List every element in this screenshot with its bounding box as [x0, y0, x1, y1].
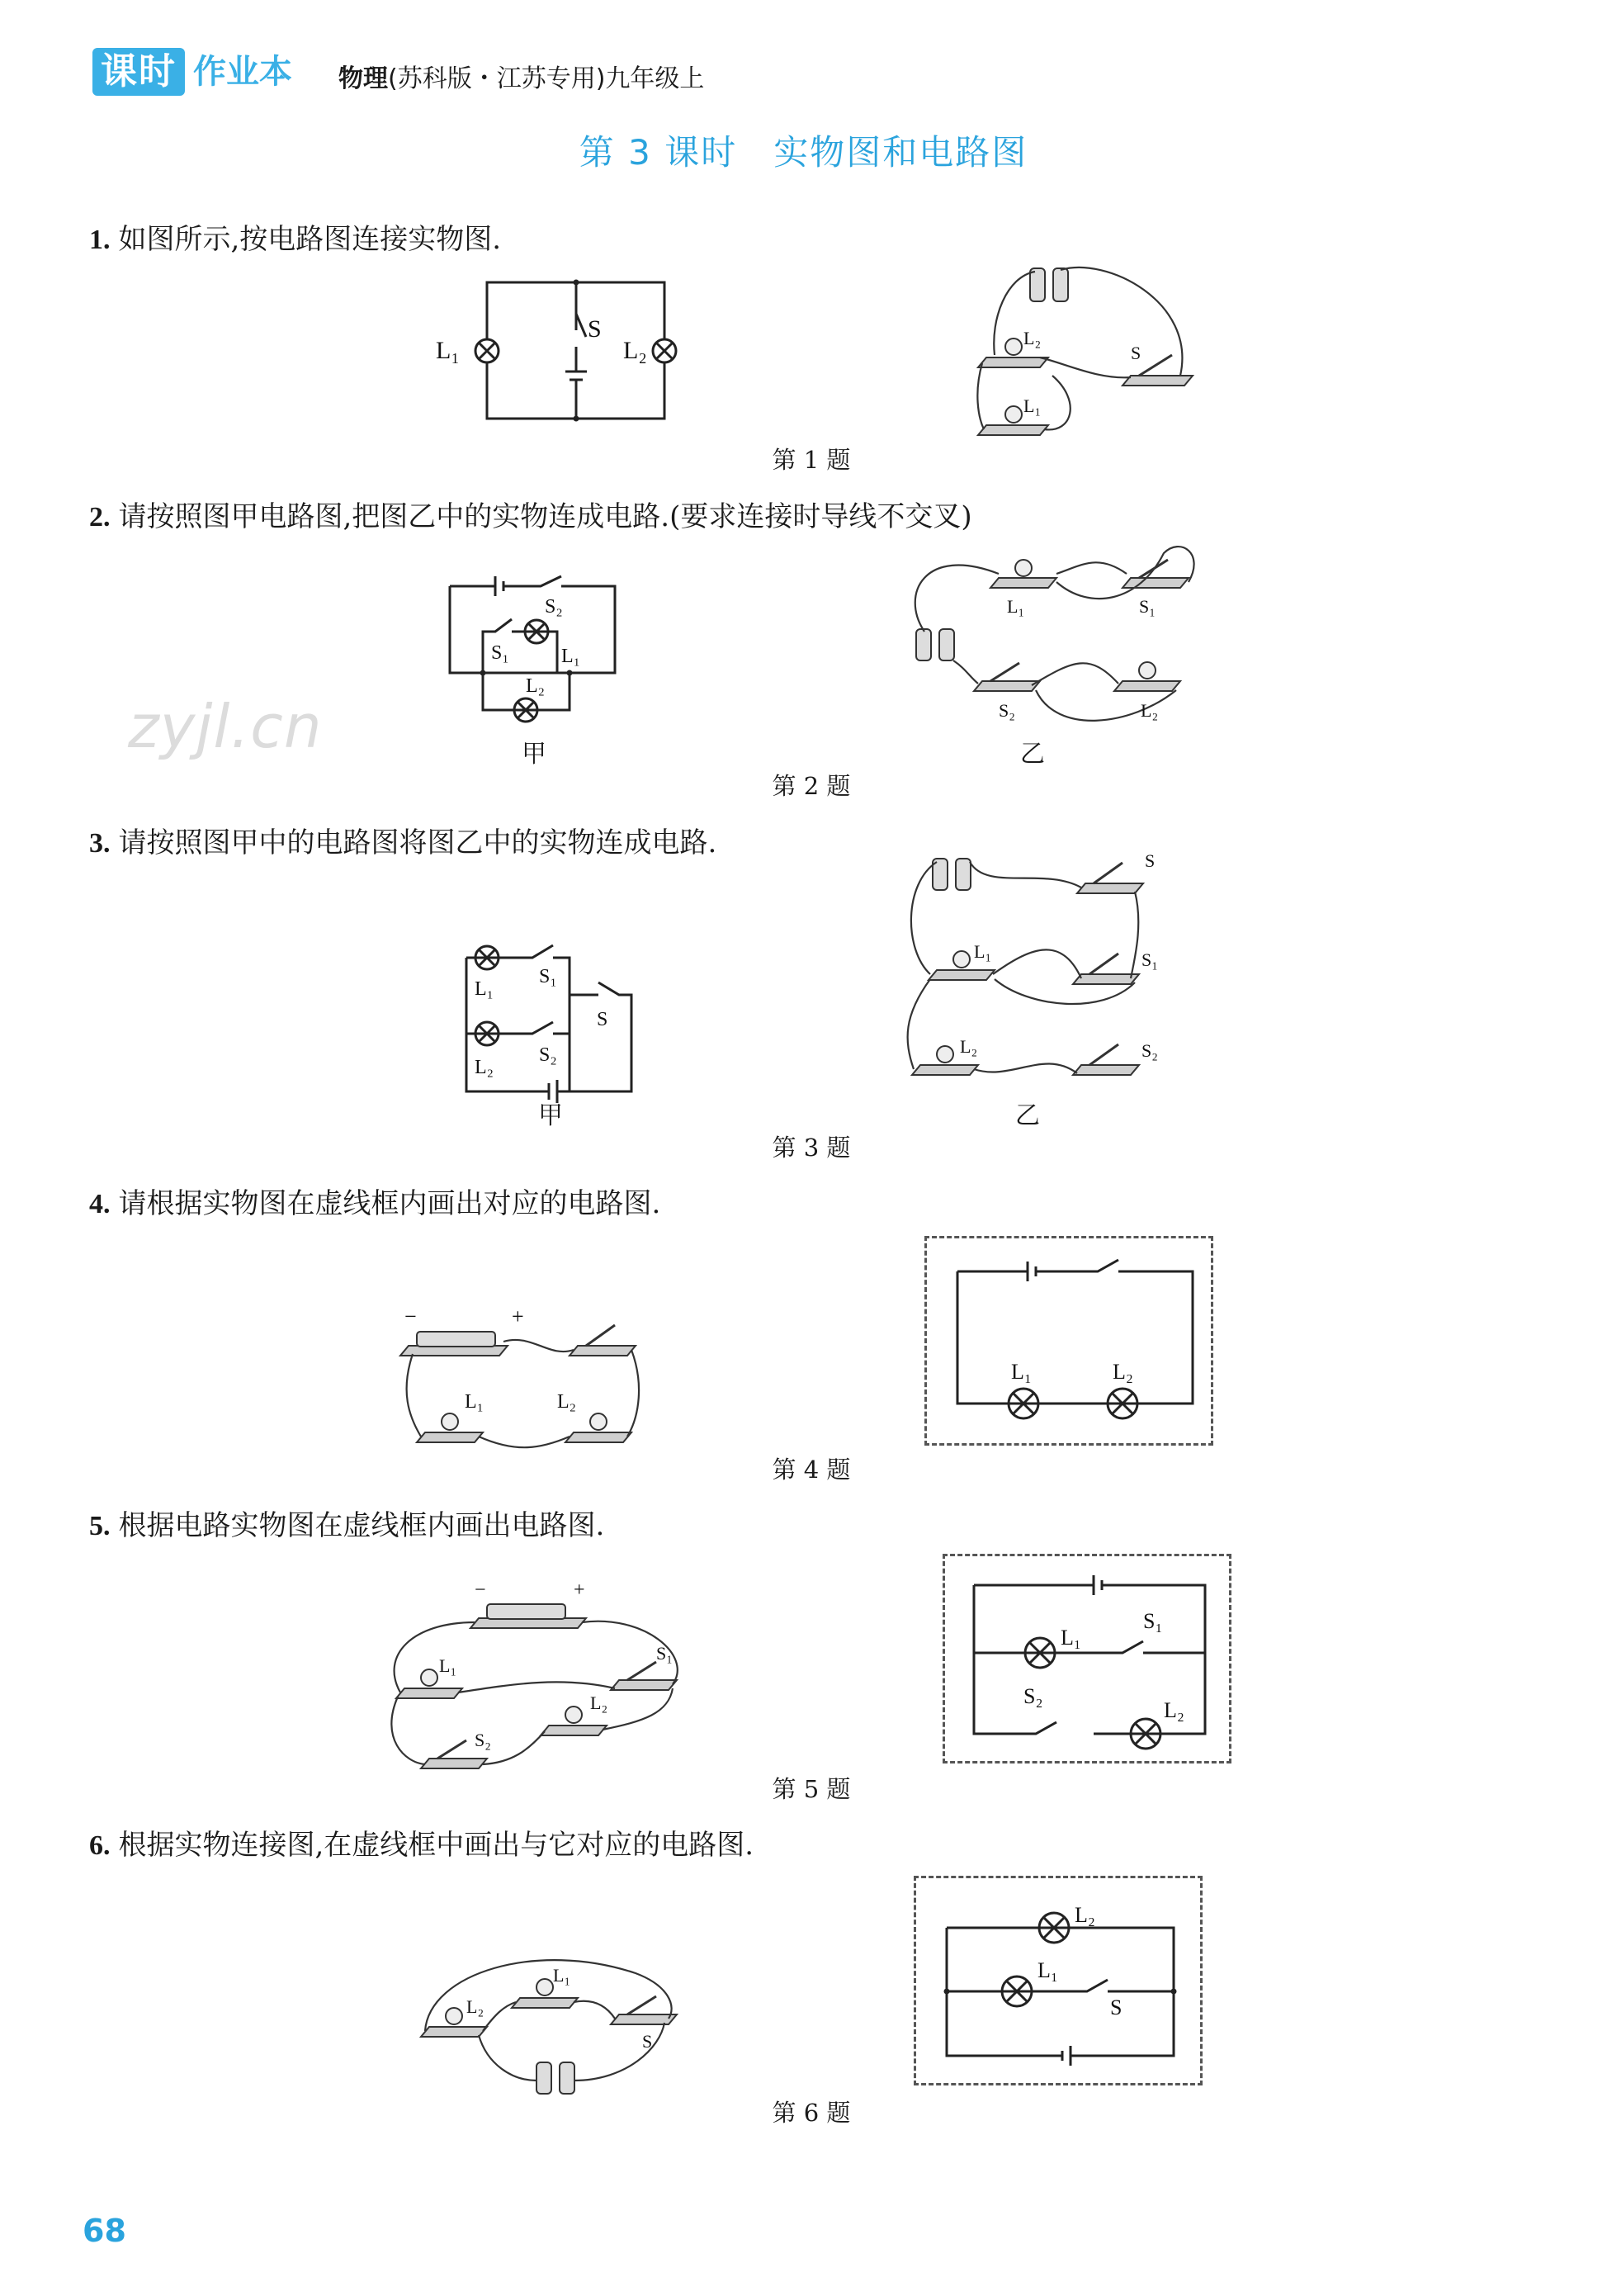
- q5-physical-circuit: [380, 1573, 693, 1779]
- label-l2: L₂: [590, 1692, 608, 1713]
- q4-answer-circuit: [957, 1263, 1205, 1437]
- label-l1: L₁: [974, 941, 992, 962]
- label-s: S: [642, 2031, 653, 2052]
- label-s2: S₂: [999, 700, 1015, 721]
- caption-q6: 第 6 题: [772, 2099, 851, 2127]
- label-l2: L₂: [960, 1036, 978, 1057]
- label-l1: L₁: [475, 978, 494, 1000]
- caption-q4: 第 4 题: [772, 1456, 851, 1484]
- label-plus: +: [512, 1304, 524, 1328]
- question-text: 请根据实物图在虚线框内画出对应的电路图.: [118, 1187, 661, 1220]
- label-l1: L₁: [436, 337, 460, 364]
- label-l1: L₁: [553, 1965, 571, 1986]
- label-s1: S₁: [539, 966, 557, 987]
- brand-logo: [92, 48, 292, 96]
- caption-q5: 第 5 题: [772, 1775, 851, 1803]
- label-l2: L₂: [557, 1391, 577, 1413]
- subject-name: 物理: [338, 64, 388, 93]
- question-text: 根据实物连接图,在虚线框中画出与它对应的电路图.: [118, 1829, 754, 1862]
- question-text: 请按照图甲中的电路图将图乙中的实物连成电路.: [118, 826, 717, 859]
- question-6: [89, 1822, 754, 1863]
- label-l2: L₂: [623, 337, 647, 364]
- label-s1: S₁: [1141, 949, 1158, 970]
- label-l1: L₁: [465, 1391, 484, 1413]
- question-number: 2.: [89, 502, 111, 533]
- q6-physical-circuit: [413, 1940, 693, 2105]
- q3-physical-circuit: [896, 834, 1176, 1098]
- label-l1: L₁: [1007, 596, 1025, 617]
- question-text: 如图所示,按电路图连接实物图.: [118, 223, 502, 256]
- caption-q2: 第 2 题: [772, 772, 851, 800]
- q1-physical-circuit: [974, 260, 1205, 450]
- sub-label-jia: 甲: [538, 1101, 563, 1130]
- lesson-title: 第 3 课时 实物图和电路图: [579, 132, 1028, 173]
- question-number: 4.: [89, 1189, 111, 1219]
- label-s1: S₁: [491, 642, 509, 664]
- label-l1: L₁: [1037, 1958, 1058, 1982]
- label-s1: S₁: [656, 1643, 673, 1664]
- label-l2: L₂: [1141, 700, 1159, 721]
- label-l1: L₁: [1061, 1626, 1081, 1650]
- q5-answer-circuit: [974, 1577, 1213, 1750]
- sub-label-yi: 乙: [1020, 740, 1045, 769]
- q6-answer-circuit: [947, 1899, 1194, 2072]
- q2-circuit-diagram: [450, 570, 615, 760]
- q2-physical-circuit: [891, 537, 1205, 735]
- subject-line: [338, 58, 704, 94]
- subject-edition: (苏科版・江苏专用)九年级上: [388, 64, 705, 93]
- label-l2: L₂: [1075, 1903, 1095, 1927]
- question-4: [89, 1181, 660, 1221]
- q1-circuit-diagram: [436, 272, 693, 438]
- label-s: S: [597, 1009, 608, 1030]
- question-5: [89, 1503, 604, 1543]
- q4-physical-circuit: [400, 1304, 648, 1453]
- question-1: [89, 216, 501, 257]
- question-number: 5.: [89, 1511, 111, 1541]
- label-l2: L₂: [466, 1996, 484, 2017]
- label-l2: L₂: [1113, 1360, 1133, 1384]
- label-l2: L₂: [475, 1057, 494, 1078]
- label-minus: −: [404, 1304, 417, 1328]
- label-l1: L₁: [439, 1655, 457, 1676]
- sub-label-yi: 乙: [1015, 1101, 1040, 1130]
- label-s: S: [588, 315, 602, 343]
- sub-label-jia: 甲: [522, 740, 546, 769]
- caption-q3: 第 3 题: [772, 1134, 851, 1162]
- caption-q1: 第 1 题: [772, 446, 851, 474]
- watermark: zyjl.cn: [128, 692, 323, 761]
- label-minus: −: [475, 1579, 486, 1601]
- label-s2: S₂: [1141, 1040, 1158, 1061]
- label-l2: L₂: [1023, 328, 1042, 348]
- page-number: 68: [83, 2213, 126, 2249]
- question-3: [89, 820, 716, 860]
- question-text: 请按照图甲电路图,把图乙中的实物连成电路.(要求连接时导线不交叉): [118, 500, 972, 533]
- label-s2: S₂: [1023, 1684, 1043, 1708]
- question-text: 根据电路实物图在虚线框内画出电路图.: [118, 1509, 605, 1542]
- brand-book: 作业本: [193, 53, 292, 91]
- label-s1: S₁: [1143, 1609, 1163, 1633]
- question-number: 3.: [89, 828, 111, 859]
- label-s2: S₂: [545, 596, 563, 618]
- q3-circuit-diagram: [466, 941, 640, 1106]
- label-l1: L₁: [561, 646, 581, 667]
- question-number: 6.: [89, 1830, 111, 1861]
- brand-badge: 课时: [92, 48, 185, 96]
- label-s2: S₂: [539, 1044, 557, 1066]
- label-s2: S₂: [475, 1730, 491, 1750]
- label-s1: S₁: [1139, 596, 1156, 617]
- question-number: 1.: [89, 225, 111, 255]
- label-s: S: [1131, 343, 1141, 363]
- label-s: S: [1145, 850, 1156, 871]
- label-plus: +: [574, 1579, 585, 1601]
- label-l2: L₂: [526, 675, 546, 697]
- label-l2: L₂: [1164, 1698, 1184, 1722]
- question-2: [89, 494, 972, 534]
- label-s: S: [1110, 1995, 1123, 2019]
- label-l1: L₁: [1011, 1360, 1032, 1384]
- label-l1: L₁: [1023, 395, 1042, 416]
